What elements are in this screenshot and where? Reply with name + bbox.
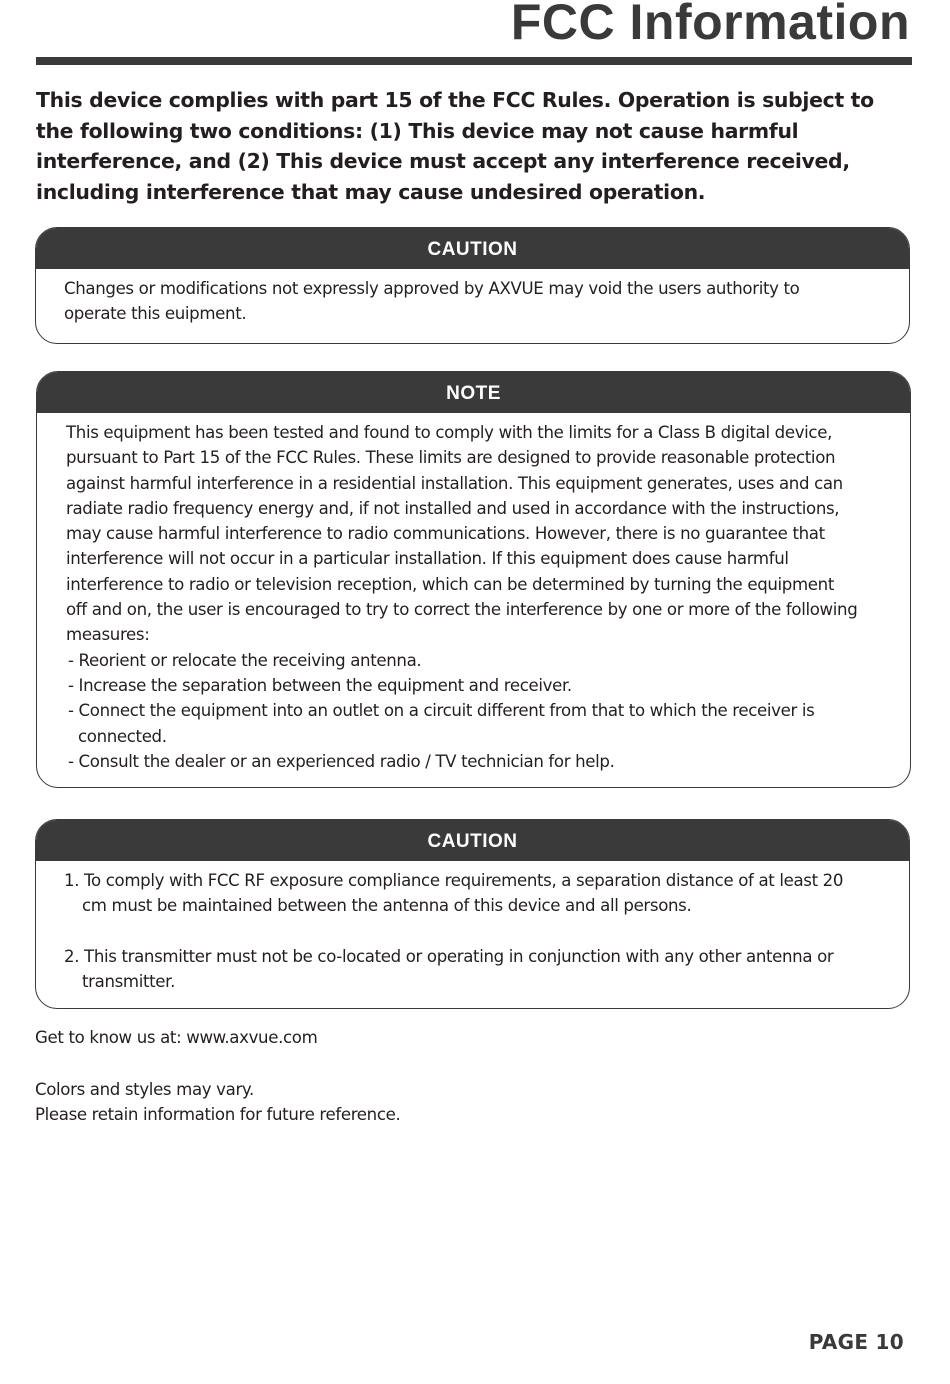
caution-line: Changes or modifications not expressly approved by AXVUE may void the users authority to [64,279,800,298]
note-body [37,413,910,774]
note-line: interference will not occur in a particular installation. If this equipment does cause harmful [66,549,789,569]
page-number: PAGE 10 [808,1330,904,1354]
caution-item: 1. To comply with FCC RF exposure compliance requirements, a separation distance of at least 20 [64,871,844,890]
note-box [36,371,911,788]
note-bullet: - Consult the dealer or an experienced radio / TV technician for help. [68,751,615,771]
note-line: This equipment has been tested and found to comply with the limits for a Class B digital device, [66,423,832,442]
footer-notes [35,1077,400,1127]
note-line: off and on, the user is encouraged to try to correct the interference by one or more of the following [66,600,858,620]
note-line: may cause harmful interference to radio communications. However, there is no guarantee that [66,524,825,544]
caution-line: operate this euipment. [64,304,247,324]
note-bullet-continuation: connected. [78,726,167,746]
website-text: Get to know us at: www.axvue.com [35,1028,318,1047]
note-bullet: - Connect the equipment into an outlet on a circuit different from that to which the receiver is [68,701,815,721]
caution-heading: CAUTION [36,820,909,861]
note-line: against harmful interference in a residential installation. This equipment generates, uses and can [66,473,843,493]
note-line: radiate radio frequency energy and, if not installed and used in accordance with the instructions, [66,498,840,518]
retain-note: Please retain information for future reference. [35,1105,401,1124]
note-line: interference to radio or television reception, which can be determined by turning the equipment [66,574,834,594]
caution-item-continuation: cm must be maintained between the antenna of this device and all persons. [82,896,692,916]
caution-box-rf-exposure [35,819,910,1009]
caution-item-continuation: transmitter. [82,972,176,992]
page-title: FCC Information [510,0,910,50]
caution-heading: CAUTION [36,228,909,269]
fcc-compliance-statement: This device complies with part 15 of the FCC Rules. Operation is subject to the following two conditions: (1) This device may not cause harmful interference, and (2) This device must accept any interference received, including interference that may cause undesired operation. [36,88,874,204]
note-bullet: - Increase the separation between the equipment and receiver. [68,675,572,695]
title-divider [36,57,912,65]
caution-body [36,269,909,327]
note-line: pursuant to Part 15 of the FCC Rules. These limits are designed to provide reasonable protection [66,448,836,468]
caution-item: 2. This transmitter must not be co-located or operating in conjunction with any other antenna or [64,946,834,966]
item-spacer [64,919,893,944]
note-line: measures: [66,625,150,645]
note-heading: NOTE [37,372,910,413]
note-bullet: - Reorient or relocate the receiving antenna. [68,650,422,670]
caution-box-modifications [35,227,910,344]
caution-body [36,861,909,994]
colors-note: Colors and styles may vary. [35,1080,254,1099]
